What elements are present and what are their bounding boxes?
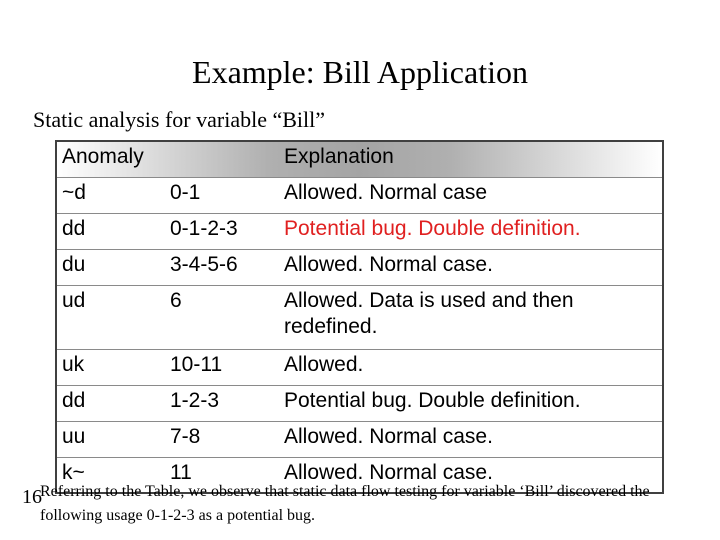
anomaly-table — [55, 140, 664, 494]
explanation-cell: Allowed. Normal case — [284, 181, 488, 204]
explanation-cell: Allowed. Normal case. — [284, 253, 493, 276]
table-row — [57, 386, 662, 422]
table-row — [57, 178, 662, 214]
explanation-cell-highlighted: Potential bug. Double definition. — [284, 217, 581, 240]
anomaly-cell: k~ — [62, 461, 85, 484]
slide-subtitle: Static analysis for variable “Bill” — [33, 107, 326, 132]
explanation-cell: Allowed. Data is used and then redefined. — [284, 289, 574, 338]
path-cell: 0-1-2-3 — [170, 217, 238, 240]
path-cell: 3-4-5-6 — [170, 253, 238, 276]
explanation-cell: Allowed. Normal case. — [284, 461, 493, 484]
anomaly-cell: dd — [62, 217, 86, 240]
table-row — [57, 250, 662, 286]
explanation-cell: Allowed. — [284, 353, 364, 376]
anomaly-cell: ~d — [62, 181, 86, 204]
table-header-row — [57, 142, 662, 178]
slide-number: 16 — [22, 486, 42, 508]
table-row — [57, 350, 662, 386]
slide-title: Example: Bill Application — [192, 54, 528, 90]
anomaly-cell: ud — [62, 289, 86, 312]
explanation-cell: Potential bug. Double definition. — [284, 389, 581, 412]
anomaly-cell: du — [62, 253, 86, 276]
path-cell: 10-11 — [170, 353, 223, 376]
path-cell: 6 — [170, 289, 182, 312]
table-row — [57, 286, 662, 350]
anomaly-cell: uu — [62, 425, 86, 448]
path-cell: 11 — [170, 461, 192, 484]
caption-text: Referring to the Table, we observe that static data flow testing for variable ‘Bill’ discovered the following usage 0-1-2-3 as a potential bug. — [40, 483, 650, 524]
anomaly-cell: dd — [62, 389, 86, 412]
anomaly-cell: uk — [62, 353, 85, 376]
path-cell: 7-8 — [170, 425, 201, 448]
table-row — [57, 422, 662, 458]
header-explanation: Explanation — [284, 145, 394, 168]
header-anomaly: Anomaly — [62, 145, 144, 168]
path-cell: 0-1 — [170, 181, 201, 204]
path-cell: 1-2-3 — [170, 389, 220, 412]
table-row — [57, 214, 662, 250]
explanation-cell: Allowed. Normal case. — [284, 425, 493, 448]
